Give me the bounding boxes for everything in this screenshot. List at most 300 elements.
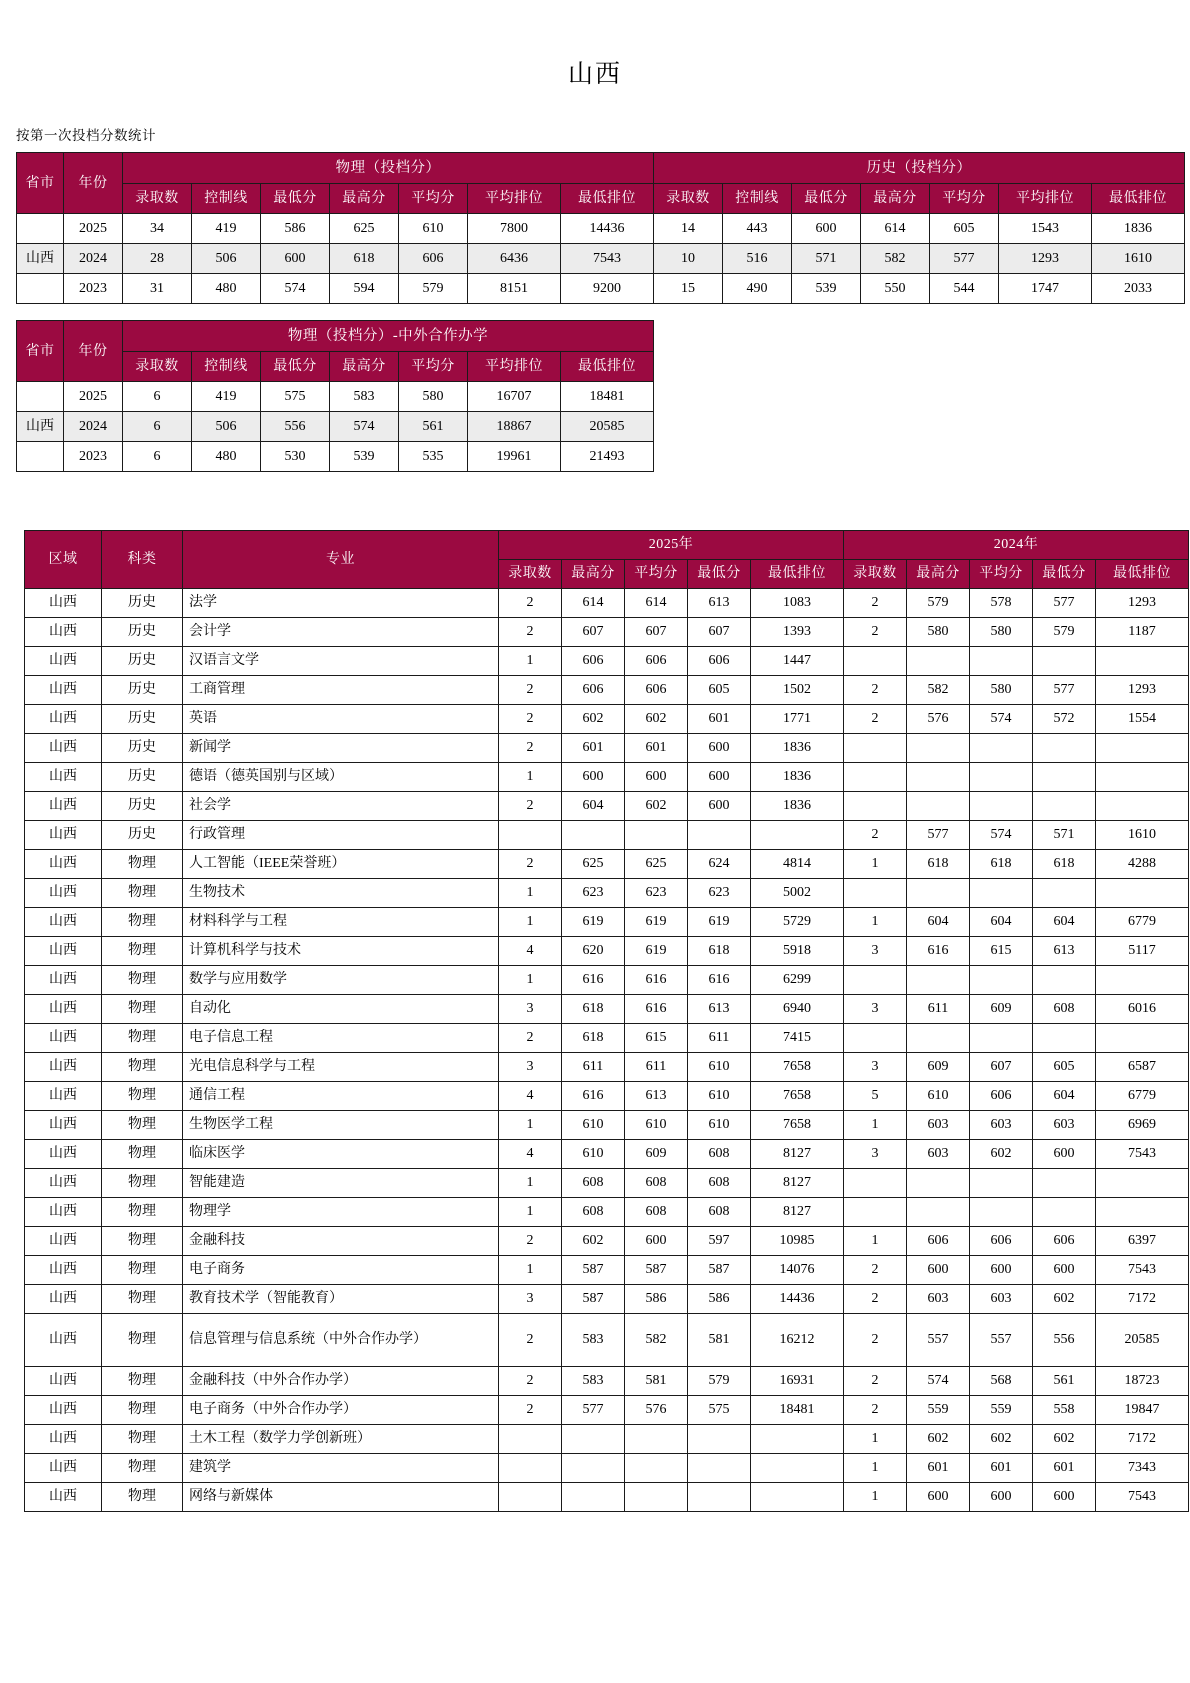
cell-2025: 606 <box>625 647 688 676</box>
cell-2025: 579 <box>688 1367 751 1396</box>
cell-2025: 14436 <box>751 1285 844 1314</box>
table-row <box>25 589 1189 618</box>
cell-2025: 3 <box>499 1053 562 1082</box>
cell-history: 10 <box>654 244 723 274</box>
cell-category: 物理 <box>102 1227 183 1256</box>
cell-2024: 2 <box>844 1396 907 1425</box>
cell-2025: 586 <box>625 1285 688 1314</box>
header-group-history: 历史（投档分） <box>654 153 1185 184</box>
cell-2025 <box>688 1454 751 1483</box>
cell-2025: 3 <box>499 1285 562 1314</box>
cell-category: 物理 <box>102 1082 183 1111</box>
cell-major: 信息管理与信息系统（中外合作办学） <box>183 1314 499 1367</box>
cell-physics: 600 <box>261 244 330 274</box>
table-row <box>25 1367 1189 1396</box>
cell-2025: 608 <box>688 1198 751 1227</box>
cell-2024: 6397 <box>1096 1227 1189 1256</box>
header-year-2025: 2025年 <box>499 531 844 560</box>
table-row <box>17 442 654 472</box>
cell-2025: 8127 <box>751 1198 844 1227</box>
table-row <box>25 763 1189 792</box>
subtitle-note: 按第一次投档分数统计 <box>16 128 156 143</box>
cell-region: 山西 <box>25 618 102 647</box>
header-province: 省市 <box>17 153 64 214</box>
cell-2024: 557 <box>970 1314 1033 1367</box>
cell-2025: 1 <box>499 763 562 792</box>
cell-2024: 1610 <box>1096 821 1189 850</box>
cell-2024: 1 <box>844 1483 907 1512</box>
cell-2025: 581 <box>625 1367 688 1396</box>
cell-value: 580 <box>399 382 468 412</box>
cell-2024: 556 <box>1033 1314 1096 1367</box>
table-row <box>25 1227 1189 1256</box>
cell-2025: 600 <box>625 763 688 792</box>
cell-2024: 561 <box>1033 1367 1096 1396</box>
cell-2025: 4814 <box>751 850 844 879</box>
cell-2024: 611 <box>907 995 970 1024</box>
cell-2025: 600 <box>625 1227 688 1256</box>
table-row <box>25 1111 1189 1140</box>
subheader-平均排位: 平均排位 <box>999 184 1092 214</box>
cell-category: 物理 <box>102 908 183 937</box>
cell-2024 <box>970 1169 1033 1198</box>
cell-2024: 600 <box>1033 1140 1096 1169</box>
cell-2024: 606 <box>907 1227 970 1256</box>
cell-category: 历史 <box>102 618 183 647</box>
cell-region: 山西 <box>25 1396 102 1425</box>
cell-2024: 2 <box>844 705 907 734</box>
cell-2025: 1 <box>499 1169 562 1198</box>
cell-2024: 574 <box>970 705 1033 734</box>
subheader-录取数: 录取数 <box>654 184 723 214</box>
cell-value: 539 <box>330 442 399 472</box>
cell-value: 574 <box>330 412 399 442</box>
cell-2024: 1 <box>844 850 907 879</box>
cell-2025: 7415 <box>751 1024 844 1053</box>
cell-2025: 616 <box>625 966 688 995</box>
subheader-录取数: 录取数 <box>123 352 192 382</box>
table-row <box>25 1454 1189 1483</box>
score-summary-table <box>16 152 1185 304</box>
cell-2025: 583 <box>562 1367 625 1396</box>
cell-2025 <box>625 821 688 850</box>
cell-category: 物理 <box>102 1454 183 1483</box>
cell-2025: 577 <box>562 1396 625 1425</box>
cell-region: 山西 <box>25 995 102 1024</box>
cell-physics: 574 <box>261 274 330 304</box>
subheader-最高分: 最高分 <box>861 184 930 214</box>
cell-2024: 4288 <box>1096 850 1189 879</box>
cell-2024: 5117 <box>1096 937 1189 966</box>
cell-2024 <box>970 792 1033 821</box>
cell-region: 山西 <box>25 1483 102 1512</box>
subheader-最高分: 最高分 <box>562 560 625 589</box>
cell-2024: 603 <box>1033 1111 1096 1140</box>
cell-category: 历史 <box>102 589 183 618</box>
cell-2024: 7543 <box>1096 1256 1189 1285</box>
cell-2025: 1 <box>499 1198 562 1227</box>
subheader-控制线: 控制线 <box>723 184 792 214</box>
cell-physics: 618 <box>330 244 399 274</box>
cell-2025: 1 <box>499 879 562 908</box>
cell-2025: 614 <box>625 589 688 618</box>
cell-history: 582 <box>861 244 930 274</box>
cell-2024: 7343 <box>1096 1454 1189 1483</box>
cell-2025: 607 <box>688 618 751 647</box>
cell-2024 <box>1096 647 1189 676</box>
cell-region: 山西 <box>25 1425 102 1454</box>
cell-2025: 610 <box>562 1140 625 1169</box>
cell-2025: 613 <box>625 1082 688 1111</box>
cell-2024: 618 <box>970 850 1033 879</box>
cell-2024: 1 <box>844 1111 907 1140</box>
header-major: 专业 <box>183 531 499 589</box>
table-row <box>25 647 1189 676</box>
subheader-控制线: 控制线 <box>192 352 261 382</box>
subheader-录取数: 录取数 <box>499 560 562 589</box>
cell-category: 历史 <box>102 676 183 705</box>
cell-2024: 6969 <box>1096 1111 1189 1140</box>
cell-2024: 606 <box>970 1227 1033 1256</box>
cell-province <box>17 274 64 304</box>
cell-2024: 6779 <box>1096 908 1189 937</box>
cell-2024: 577 <box>1033 589 1096 618</box>
cell-2024 <box>970 966 1033 995</box>
cell-physics: 31 <box>123 274 192 304</box>
cell-region: 山西 <box>25 647 102 676</box>
cell-region: 山西 <box>25 734 102 763</box>
cell-region: 山西 <box>25 1227 102 1256</box>
cell-2024: 2 <box>844 676 907 705</box>
cell-2024: 19847 <box>1096 1396 1189 1425</box>
cell-2025: 2 <box>499 618 562 647</box>
cell-2025: 2 <box>499 792 562 821</box>
cell-2025: 1836 <box>751 792 844 821</box>
cell-2025: 606 <box>562 676 625 705</box>
cell-history: 571 <box>792 244 861 274</box>
cell-2024 <box>1033 647 1096 676</box>
cell-year: 2023 <box>64 274 123 304</box>
cell-province <box>17 214 64 244</box>
cell-2025: 587 <box>562 1285 625 1314</box>
cell-major: 网络与新媒体 <box>183 1483 499 1512</box>
cell-2024: 600 <box>1033 1256 1096 1285</box>
subheader-平均分: 平均分 <box>399 184 468 214</box>
cell-2025: 587 <box>688 1256 751 1285</box>
cell-2025: 7658 <box>751 1111 844 1140</box>
subheader-最高分: 最高分 <box>330 352 399 382</box>
cell-2025 <box>751 821 844 850</box>
cell-2024 <box>1033 879 1096 908</box>
cell-2025: 611 <box>688 1024 751 1053</box>
cell-major: 汉语言文学 <box>183 647 499 676</box>
cell-2025: 18481 <box>751 1396 844 1425</box>
cell-2024: 559 <box>970 1396 1033 1425</box>
cell-2024: 2 <box>844 1285 907 1314</box>
cell-2025: 607 <box>625 618 688 647</box>
cell-major: 金融科技 <box>183 1227 499 1256</box>
cell-region: 山西 <box>25 1024 102 1053</box>
cell-2025: 606 <box>688 647 751 676</box>
table-row <box>17 274 1185 304</box>
cell-2024: 580 <box>907 618 970 647</box>
cell-2024 <box>844 1169 907 1198</box>
table-row <box>25 792 1189 821</box>
table-row <box>25 1314 1189 1367</box>
cell-2024: 558 <box>1033 1396 1096 1425</box>
cell-category: 历史 <box>102 792 183 821</box>
cell-region: 山西 <box>25 676 102 705</box>
cell-major: 英语 <box>183 705 499 734</box>
major-detail-table <box>24 530 1189 1512</box>
cell-2025: 604 <box>562 792 625 821</box>
table-row <box>17 244 1185 274</box>
cell-2025 <box>688 821 751 850</box>
cell-2025: 608 <box>562 1169 625 1198</box>
table-row <box>25 676 1189 705</box>
cell-2025 <box>562 1425 625 1454</box>
cell-2024 <box>907 1169 970 1198</box>
cell-2025: 1 <box>499 1111 562 1140</box>
cell-value: 561 <box>399 412 468 442</box>
cell-region: 山西 <box>25 1454 102 1483</box>
cell-major: 教育技术学（智能教育） <box>183 1285 499 1314</box>
cell-region: 山西 <box>25 1198 102 1227</box>
cell-2024: 7172 <box>1096 1285 1189 1314</box>
cell-2025: 2 <box>499 705 562 734</box>
table-row <box>25 1256 1189 1285</box>
cell-region: 山西 <box>25 908 102 937</box>
cell-2025: 616 <box>688 966 751 995</box>
cell-2025: 587 <box>562 1256 625 1285</box>
cell-major: 工商管理 <box>183 676 499 705</box>
cell-2025: 2 <box>499 1367 562 1396</box>
cell-2024: 600 <box>907 1483 970 1512</box>
cell-category: 物理 <box>102 1140 183 1169</box>
cell-year: 2024 <box>64 412 123 442</box>
cell-2024: 602 <box>1033 1425 1096 1454</box>
cell-2025 <box>562 821 625 850</box>
cell-2025: 614 <box>562 589 625 618</box>
cell-category: 历史 <box>102 734 183 763</box>
cell-2024: 604 <box>1033 908 1096 937</box>
cell-value: 480 <box>192 442 261 472</box>
cell-2025: 607 <box>562 618 625 647</box>
cell-2025 <box>751 1425 844 1454</box>
cell-2024: 2 <box>844 821 907 850</box>
subheader-控制线: 控制线 <box>192 184 261 214</box>
cell-2025 <box>625 1425 688 1454</box>
cell-2025: 10985 <box>751 1227 844 1256</box>
cell-2025: 16931 <box>751 1367 844 1396</box>
table-row <box>25 618 1189 647</box>
cell-2025 <box>751 1454 844 1483</box>
cell-history: 605 <box>930 214 999 244</box>
cell-2025: 618 <box>562 995 625 1024</box>
cell-2025: 609 <box>625 1140 688 1169</box>
cell-2025: 1 <box>499 647 562 676</box>
cell-region: 山西 <box>25 1053 102 1082</box>
cell-2025: 1 <box>499 908 562 937</box>
cell-2024 <box>844 1198 907 1227</box>
cell-2024: 613 <box>1033 937 1096 966</box>
cell-region: 山西 <box>25 937 102 966</box>
cell-2025: 601 <box>625 734 688 763</box>
cell-2024: 577 <box>1033 676 1096 705</box>
cell-2024 <box>844 734 907 763</box>
cell-2024: 572 <box>1033 705 1096 734</box>
cell-region: 山西 <box>25 1082 102 1111</box>
table-row <box>25 1053 1189 1082</box>
cell-2024 <box>1096 1198 1189 1227</box>
subheader-最高分: 最高分 <box>907 560 970 589</box>
cell-value: 6 <box>123 442 192 472</box>
cell-2024 <box>1033 734 1096 763</box>
cell-2025: 608 <box>688 1169 751 1198</box>
cell-region: 山西 <box>25 1285 102 1314</box>
cell-2024: 600 <box>970 1256 1033 1285</box>
cell-2024 <box>970 647 1033 676</box>
cell-physics: 610 <box>399 214 468 244</box>
cell-year: 2025 <box>64 382 123 412</box>
cell-2025 <box>625 1454 688 1483</box>
cell-value: 18481 <box>561 382 654 412</box>
cell-2025: 623 <box>625 879 688 908</box>
cell-category: 物理 <box>102 966 183 995</box>
cell-history: 1610 <box>1092 244 1185 274</box>
cell-2025: 583 <box>562 1314 625 1367</box>
cell-2024 <box>907 734 970 763</box>
cell-2024: 2 <box>844 589 907 618</box>
cell-2025: 8127 <box>751 1169 844 1198</box>
cell-region: 山西 <box>25 821 102 850</box>
cell-history: 544 <box>930 274 999 304</box>
cell-2024: 600 <box>907 1256 970 1285</box>
cell-history: 516 <box>723 244 792 274</box>
cell-category: 物理 <box>102 1053 183 1082</box>
cell-history: 577 <box>930 244 999 274</box>
cell-2024 <box>907 763 970 792</box>
cell-2025: 1771 <box>751 705 844 734</box>
cell-2024: 603 <box>970 1285 1033 1314</box>
cell-2024 <box>844 647 907 676</box>
cell-2024: 18723 <box>1096 1367 1189 1396</box>
cell-physics: 625 <box>330 214 399 244</box>
cell-2024: 7543 <box>1096 1483 1189 1512</box>
subheader-平均分: 平均分 <box>625 560 688 589</box>
cell-2025: 608 <box>625 1169 688 1198</box>
cell-2025: 608 <box>625 1198 688 1227</box>
cell-history: 15 <box>654 274 723 304</box>
cell-2024: 600 <box>1033 1483 1096 1512</box>
cell-2024: 609 <box>970 995 1033 1024</box>
table-row <box>25 966 1189 995</box>
subheader-平均分: 平均分 <box>970 560 1033 589</box>
cell-major: 会计学 <box>183 618 499 647</box>
cell-2024: 603 <box>907 1285 970 1314</box>
cell-2024 <box>1096 763 1189 792</box>
cell-2025: 1 <box>499 966 562 995</box>
cell-2024 <box>1033 966 1096 995</box>
cell-2025: 6940 <box>751 995 844 1024</box>
cell-physics: 594 <box>330 274 399 304</box>
cell-2025 <box>625 1483 688 1512</box>
cell-history: 1836 <box>1092 214 1185 244</box>
cell-2024 <box>1096 879 1189 908</box>
cell-2025: 575 <box>688 1396 751 1425</box>
cell-2024: 1 <box>844 1425 907 1454</box>
cell-history: 539 <box>792 274 861 304</box>
cell-2025: 586 <box>688 1285 751 1314</box>
table-row <box>25 908 1189 937</box>
cell-category: 物理 <box>102 879 183 908</box>
cell-category: 物理 <box>102 1285 183 1314</box>
cell-2025 <box>562 1483 625 1512</box>
cell-2025: 608 <box>562 1198 625 1227</box>
cell-major: 生物技术 <box>183 879 499 908</box>
cell-major: 新闻学 <box>183 734 499 763</box>
cell-2025: 610 <box>688 1053 751 1082</box>
subheader-最低排位: 最低排位 <box>561 184 654 214</box>
cell-2025: 624 <box>688 850 751 879</box>
cell-physics: 34 <box>123 214 192 244</box>
cell-2024: 2 <box>844 1314 907 1367</box>
cell-2025: 616 <box>625 995 688 1024</box>
cell-value: 535 <box>399 442 468 472</box>
cell-region: 山西 <box>25 966 102 995</box>
cell-2025: 16212 <box>751 1314 844 1367</box>
cell-history: 490 <box>723 274 792 304</box>
cell-2024: 571 <box>1033 821 1096 850</box>
cell-2025: 606 <box>562 647 625 676</box>
cell-2024 <box>907 1024 970 1053</box>
cell-2024: 603 <box>970 1111 1033 1140</box>
cell-2024 <box>1033 763 1096 792</box>
cell-2025: 3 <box>499 995 562 1024</box>
cell-region: 山西 <box>25 879 102 908</box>
header-region: 区域 <box>25 531 102 589</box>
cell-2024: 608 <box>1033 995 1096 1024</box>
cell-region: 山西 <box>25 1314 102 1367</box>
cell-major: 光电信息科学与工程 <box>183 1053 499 1082</box>
cell-2025: 611 <box>625 1053 688 1082</box>
cell-2024 <box>844 879 907 908</box>
cell-2025: 600 <box>562 763 625 792</box>
cell-2025: 2 <box>499 850 562 879</box>
cell-2024 <box>844 1024 907 1053</box>
cell-2024: 600 <box>970 1483 1033 1512</box>
cell-2024: 605 <box>1033 1053 1096 1082</box>
cell-value: 16707 <box>468 382 561 412</box>
cell-major: 电子信息工程 <box>183 1024 499 1053</box>
table-row <box>25 1483 1189 1512</box>
cell-2025: 2 <box>499 1024 562 1053</box>
cell-2024 <box>844 792 907 821</box>
cell-2025: 610 <box>562 1111 625 1140</box>
cell-2024 <box>1033 1024 1096 1053</box>
subheader-最高分: 最高分 <box>330 184 399 214</box>
cell-2024: 3 <box>844 995 907 1024</box>
cell-value: 575 <box>261 382 330 412</box>
cell-2024 <box>1096 966 1189 995</box>
cell-2024: 609 <box>907 1053 970 1082</box>
cell-2024 <box>844 763 907 792</box>
cell-2024: 607 <box>970 1053 1033 1082</box>
cell-2024 <box>970 1198 1033 1227</box>
subheader-最低排位: 最低排位 <box>1092 184 1185 214</box>
cell-2025: 602 <box>625 705 688 734</box>
cell-major: 物理学 <box>183 1198 499 1227</box>
